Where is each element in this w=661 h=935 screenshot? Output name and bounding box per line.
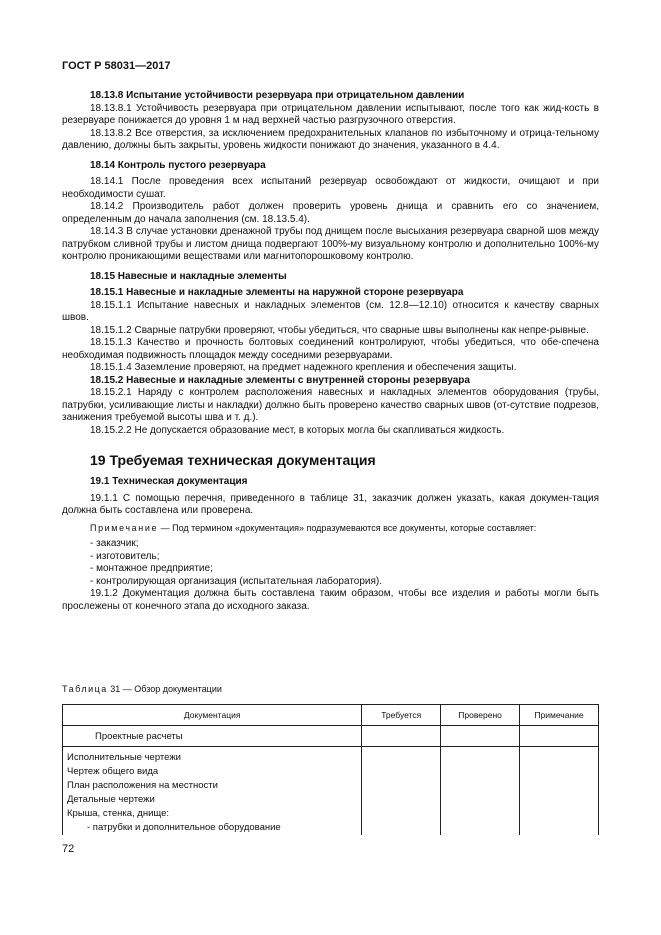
column-header: Требуется [362,705,441,726]
table-cell [520,807,599,821]
heading-18-15: 18.15 Навесные и накладные элементы [90,270,287,282]
document-body [62,90,599,613]
table-row [63,807,599,821]
note-text: — Под термином «документация» подразумеваются все документы, которые составляет: [158,522,537,533]
table-cell: - патрубки и дополнительное оборудование [63,821,362,835]
table-row [63,726,599,747]
paragraph-18-15-1-3: 18.15.1.3 Качество и прочность болтовых соединений контролируют, чтобы убедиться, что обе-спечена необходимая подвижность площадок между соседними резервуарами. [62,337,599,361]
paragraph-18-15-2-1: 18.15.2.1 Наряду с контролем расположения навесных и накладных элементов оборудования (трубы, патрубки, усиливающие листы и накладки) должно быть проверено качество сварных швов (от-сутствие подрезов, занижения требуемой высоты шва и т. д.). [62,387,599,423]
heading-18-15-1: 18.15.1 Навесные и накладные элементы на наружной стороне резервуара [90,287,464,298]
table-cell [520,747,599,766]
table-cell [441,793,520,807]
note [62,522,599,535]
list-item: - заказчик; [90,538,139,549]
table-caption-text: 31 — Обзор документации [107,684,222,694]
table-cell: Проектные расчеты [63,726,362,747]
table-cell [362,747,441,766]
table-cell [362,726,441,747]
table-row [63,765,599,779]
table-cell [441,765,520,779]
standard-header: ГОСТ Р 58031—2017 [62,60,171,72]
paragraph-19-1-2: 19.1.2 Документация должна быть составлена таким образом, чтобы все изделия и работы могли быть прослежены от конечного этапа до исходного заказа. [62,588,599,612]
table-cell [362,779,441,793]
table-caption [62,684,222,694]
page-number: 72 [62,843,75,855]
table-cell [520,821,599,835]
documentation-table [62,704,599,835]
column-header: Документация [63,705,362,726]
table-cell [441,726,520,747]
table-row [63,779,599,793]
table-cell [362,793,441,807]
list-item: - контролирующая организация (испытательная лаборатория). [90,575,383,587]
list-item: - монтажное предприятие; [90,563,213,574]
paragraph-18-14-2: 18.14.2 Производитель работ должен проверить уровень днища и сравнить его со значением, определенным до начала заполнения (см. 18.13.5.4). [62,201,599,225]
heading-18-14: 18.14 Контроль пустого резервуара [90,159,266,171]
paragraph-19-1-1: 19.1.1 С помощью перечня, приведенного в таблице 31, заказчик должен указать, какая докумен-тация должна быть составлена или проверена. [62,492,599,516]
table-cell: Исполнительные чертежи [63,747,362,766]
paragraph-18-14-3: 18.14.3 В случае установки дренажной трубы под днищем после высыхания резервуара сварной шов между патрубком сливной трубы и листом днища подвергают 100%-му визуальному контролю и дополнительно 100%-му контролю проникающими веществами или магнитопорошковому контролю. [62,226,599,262]
table-cell [441,779,520,793]
note-label: Примечание [90,522,159,533]
column-header: Примечание [520,705,599,726]
table-cell: План расположения на местности [63,779,362,793]
table-caption-label: Таблица [62,684,108,694]
heading-19-1: 19.1 Техническая документация [90,476,248,487]
column-header: Проверено [441,705,520,726]
table-row [63,821,599,835]
paragraph-18-15-1-1: 18.15.1.1 Испытание навесных и накладных элементов (см. 12.8—12.10) относится к качеству сварных швов. [62,299,599,323]
table-cell: Чертеж общего вида [63,765,362,779]
table-row [63,747,599,766]
table-cell [362,807,441,821]
table-cell [520,765,599,779]
table-cell [520,779,599,793]
table-cell [362,821,441,835]
paragraph-18-13-8-1: 18.13.8.1 Устойчивость резервуара при отрицательном давлении испытывают, после того как жид-кость в резервуаре понижается до уровня 1 м над верхней частью разгрузочного отверстия. [62,102,599,126]
table-row [63,793,599,807]
paragraph-18-15-1-2: 18.15.1.2 Сварные патрубки проверяют, чтобы убедиться, что сварные швы выполнены как непре-рывные. [90,324,589,336]
paragraph-18-15-1-4: 18.15.1.4 Заземление проверяют, на предмет надежного крепления и обеспечения защиты. [90,362,517,373]
heading-section-19: 19 Требуемая техническая документация [90,452,376,468]
list-item: - изготовитель; [90,550,160,562]
paragraph-18-14-1: 18.14.1 После проведения всех испытаний резервуар освобождают от жидкости, очищают и при необходимости сушат. [62,176,599,200]
table-cell [441,807,520,821]
heading-18-15-2: 18.15.2 Навесные и накладные элементы с внутренней стороны резервуара [90,374,470,386]
table-cell [520,793,599,807]
table-cell [441,747,520,766]
table-cell: Детальные чертежи [63,793,362,807]
table-cell [520,726,599,747]
table-cell: Крыша, стенка, днище: [63,807,362,821]
paragraph-18-15-2-2: 18.15.2.2 Не допускается образование мест, в которых могла бы скапливаться жидкость. [90,424,505,436]
table-cell [362,765,441,779]
heading-18-13-8: 18.13.8 Испытание устойчивости резервуара при отрицательном давлении [90,90,465,101]
paragraph-18-13-8-2: 18.13.8.2 Все отверстия, за исключением предохранительных клапанов по избыточному и отрица-тельному давлению, должны быть закрыты, уровень жидкости понижают до значения, указанного в 4.4. [62,127,599,151]
table-cell [441,821,520,835]
table-header-row [63,705,599,726]
